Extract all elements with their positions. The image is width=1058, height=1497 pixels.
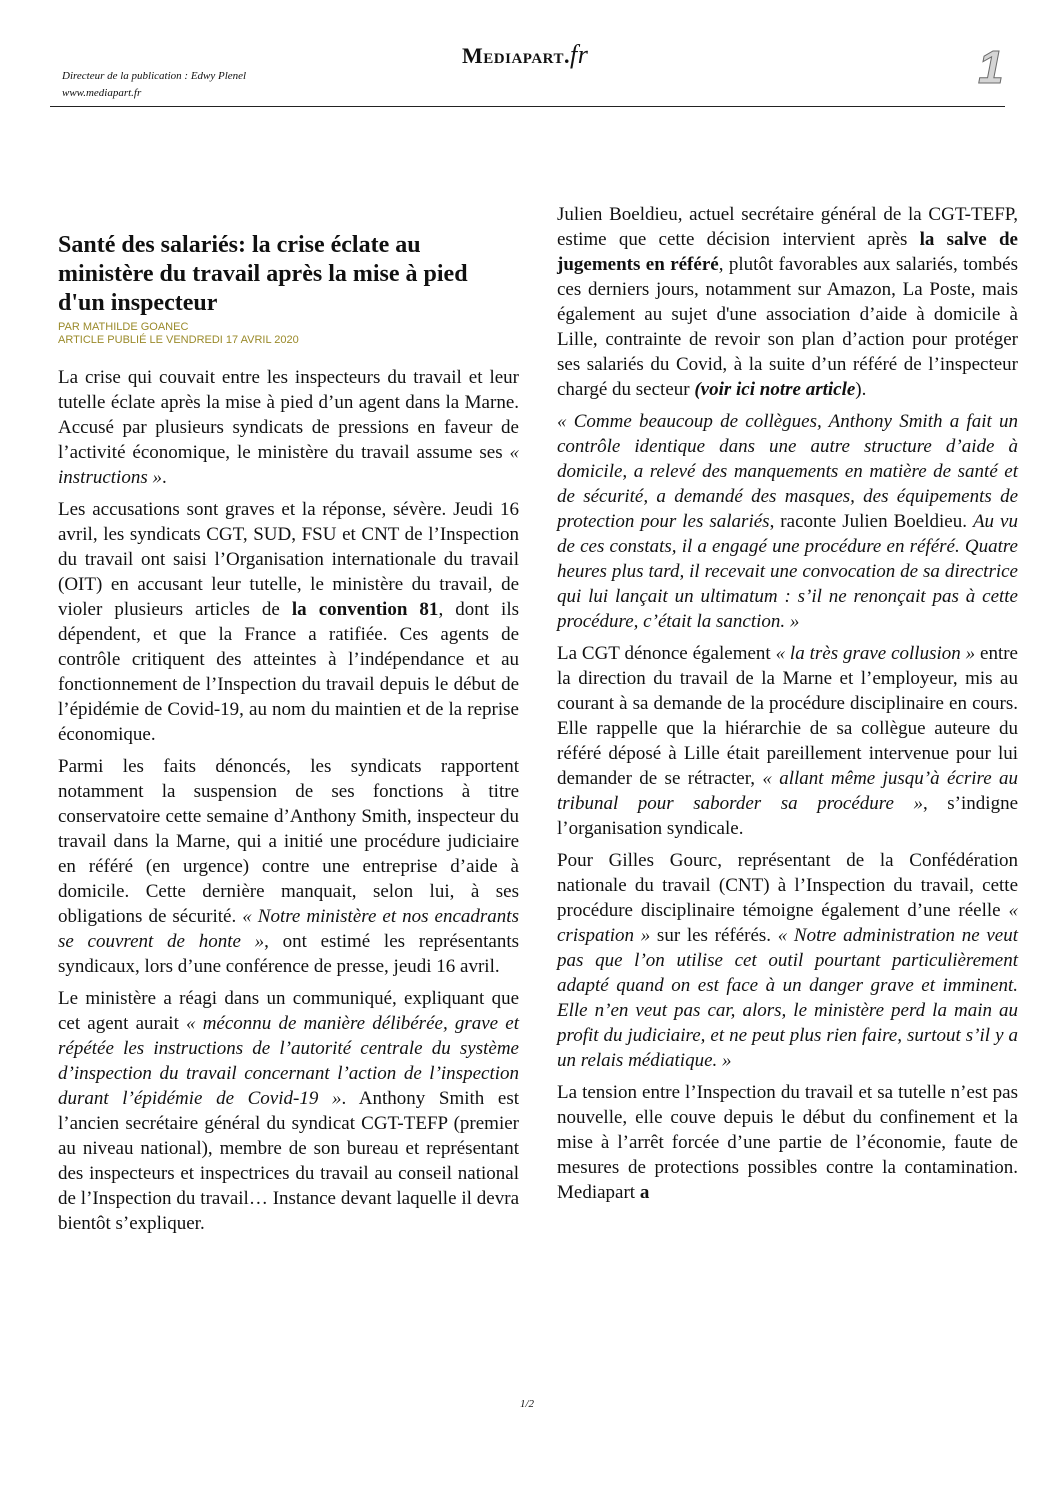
text-run: Pour Gilles Gourc, représentant de la Confédération nationale du travail (CNT) à l’Inspection du travail, cette procédure disciplinaire témoigne également d’une réelle [557,850,1018,921]
quote-run: « méconnu de manière délibérée, grave et répétée les instructions de l’autorité centrale du système d’inspection du travail concernant l’action de l’inspection durant l’épidémie de Covid-19 » [58,1013,519,1109]
quote-run: Au vu de ces constats, il a engagé une procédure en référé. Quatre heures plus tard, il recevait une convocation de sa directrice qui lui lançait un ultimatum : s’il ne renonçait pas à cette procédure, c’était la sanction. » [557,511,1018,632]
judgments-link[interactable]: la salve de jugements en référé [557,229,1018,275]
header-credit [62,68,246,102]
text-run: . Anthony Smith est l’ancien secrétaire général du syndicat CGT-TEFP (premier au niveau national), membre de son bureau et représentant des inspecteurs et inspectrices du travail au conseil national de l’Inspection du travail… Instance devant laquelle il devra bientôt s’expliquer. [58,1088,519,1234]
paragraph-1 [58,365,519,490]
text-run: , raconte Julien Boeldieu. [769,511,973,532]
quote-run: « Comme beaucoup de collègues, Anthony Smith a fait un contrôle identique dans une autre structure d’aide à domicile, a relevé des manquements en matière de santé et de sécurité, a demandé des masques, des équipements de protection pour les salariés [557,411,1018,532]
quote-run: « instructions » [58,442,519,488]
header-divider [50,106,1005,107]
convention-link[interactable]: la convention 81 [291,599,439,620]
publisher-line: Directeur de la publication : Edwy Plenel [62,70,247,82]
paragraph-5 [557,202,1018,402]
text-run: , s’indigne l’organisation syndicale. [557,793,1019,839]
quote-run: « allant même jusqu’à écrire au tribunal pour saborder sa procédure » [557,768,1018,814]
text-run: La CGT dénonce également [557,643,776,664]
text-run: , plutôt favorables aux salariés, tombés ces derniers jours, notamment sur Amazon, La Poste, mais également au sujet d'une association d’aide à domicile à Lille, contrainte de revoir son plan d’action pour protéger ses salariés du Covid, à la suite d’un référé de l’inspecteur chargé du secteur [557,254,1018,400]
paragraph-4 [58,986,519,1236]
quote-run: « crispation » [557,900,1018,946]
page-number-large: 1 [978,41,1004,93]
text-run: , dont ils dépendent, et que la France a ratifiée. Ces agents de contrôle critiquent des atteintes à l’indépendance et au fonctionnement de l’Inspection du travail depuis le début de l’épidémie de Covid-19, au nom du maintien et de la reprise économique. [58,599,520,745]
text-run: Le ministère a réagi dans un communiqué, expliquant que cet agent aurait [58,988,519,1034]
quote-run: « Notre ministère et nos encadrants se couvrent de honte » [58,906,519,952]
paragraph-2 [58,497,519,747]
quote-run: « la très grave collusion » [775,643,976,664]
text-run: Les accusations sont graves et la réponse, sévère. Jeudi 16 avril, les syndicats CGT, SUD, FSU et CNT de l’Inspection du travail ont saisi l’Organisation internationale du travail (OIT) en accusant leur tutelle, le ministère du travail, de violer plusieurs articles de [58,499,519,620]
text-run: Parmi les faits dénoncés, les syndicats rapportent notamment la suspension de ses fonctions à titre conservatoire cette semaine d’Anthony Smith, inspecteur du travail dans la Marne, qui a initié une procédure judiciaire en référé (en urgence) contre une entreprise d’aide à domicile. Cette dernière manquait, selon lui, à ses obligations de sécurité. [58,756,519,927]
text-run: ). [855,379,867,400]
text-run: . [161,467,167,488]
paragraph-8 [557,848,1018,1073]
quote-run: « Notre administration ne veut pas que l’on utilise cet outil pourtant particulièrement adapté quand on est face à un danger grave et imminent. Elle n’en veut pas car, alors, le ministère perd la main au profit du judiciaire, et ne peut plus rien faire, surtout s’il y a un relais médiatique. » [557,925,1018,1071]
logo-suffix: fr [569,40,589,69]
right-column [557,202,1018,1212]
paragraph-3 [58,754,519,979]
site-url: www.mediapart.fr [62,87,142,99]
text-run: La tension entre l’Inspection du travail et sa tutelle n’est pas nouvelle, elle couve depuis le début du confinement et la mise à l’arrêt forcée d’une partie de l’économie, faute de mesures de protections possibles contre la contamination. Mediapart [557,1082,1018,1203]
article-title: Santé des salariés: la crise éclate au ministère du travail après la mise à pied d'un inspecteur [58,232,468,316]
text-run: Julien Boeldieu, actuel secrétaire général de la CGT-TEFP, estime que cette décision intervient après [557,204,1018,250]
text-run: sur les référés. [650,925,778,946]
paragraph-6 [557,409,1018,634]
text-run: entre la direction du travail de la Marne et l’employeur, mis au courant à sa demande de la procédure disciplinaire en cours. Elle rappelle que la hiérarchie de sa collègue auteure du référé déposé à Lille était pareillement intervenue pour lui demander de se rétracter, [557,643,1018,789]
text-run: , ont estimé les représentants syndicaux, lors d’une conférence de presse, jeudi 16 avril. [58,931,519,977]
continued-link[interactable]: a [639,1182,650,1203]
footer-page-number: 1/2 [520,1398,535,1410]
text-run: La crise qui couvait entre les inspecteurs du travail et leur tutelle éclate après la mise à pied d’un agent dans la Marne. Accusé par plusieurs syndicats de pressions en faveur de l’activité économique, le ministère du travail assume ses [58,367,519,463]
paragraph-7 [557,641,1018,841]
left-column [58,231,519,1243]
logo-main: Mediapart. [462,43,570,68]
article-byline: PAR MATHILDE GOANEC [58,321,189,333]
mediapart-logo [462,40,588,70]
article-link[interactable]: (voir ici notre article [694,379,856,400]
paragraph-9 [557,1080,1018,1205]
article-date: ARTICLE PUBLIÉ LE VENDREDI 17 AVRIL 2020 [58,334,299,346]
